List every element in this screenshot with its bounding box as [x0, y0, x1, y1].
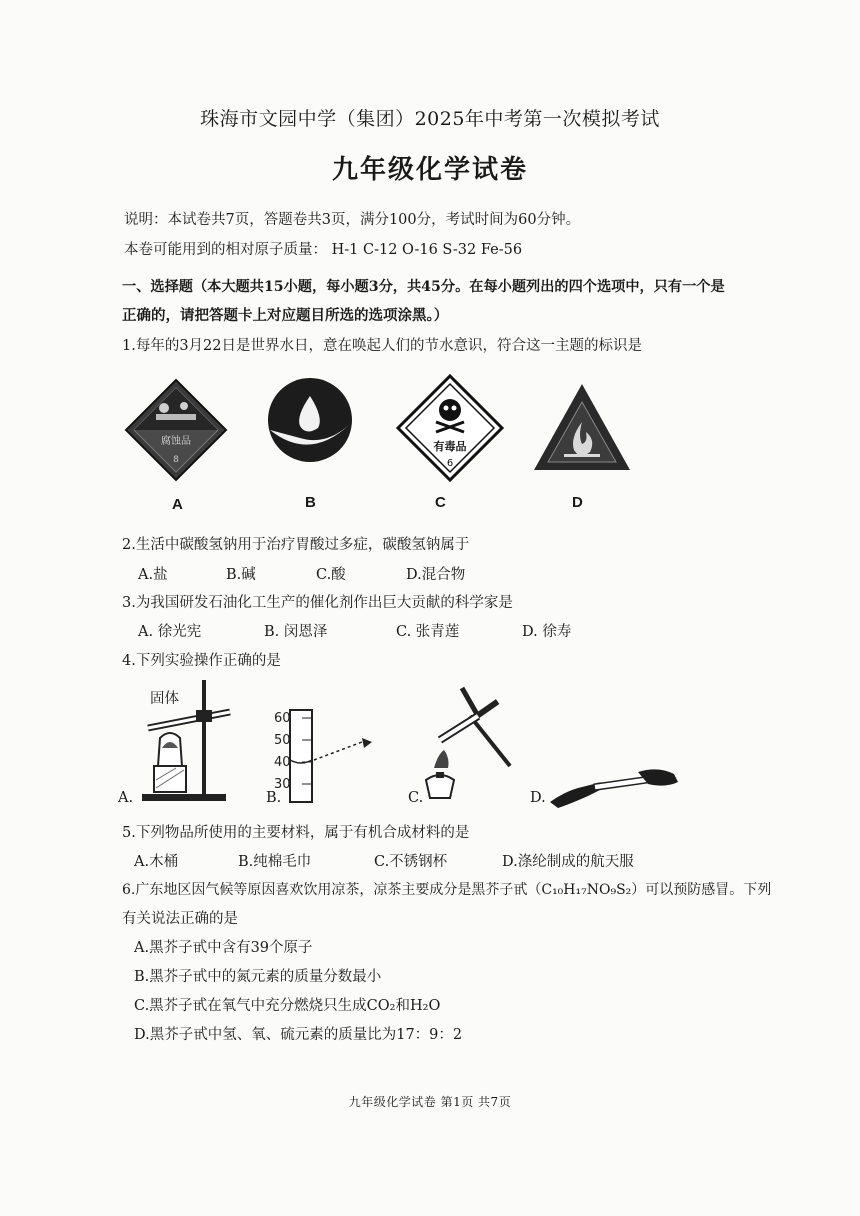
q2-option-d: D.混合物 [406, 567, 466, 583]
flammable-sign-icon [534, 384, 630, 470]
q3-option-d: D. 徐寿 [522, 624, 572, 640]
q4-label-solid: 固体 [150, 691, 179, 707]
instructions-note: 说明：本试卷共7页，答题卷共3页，满分100分，考试时间为60分钟。 [124, 212, 581, 228]
cylinder-tick-60: 60 [274, 711, 291, 726]
q6-option-b: B.黑芥子甙中的氮元素的质量分数最小 [134, 969, 382, 985]
q1-label-a: A [172, 496, 183, 513]
q4-option-d: D. [530, 790, 546, 806]
cylinder-tick-30: 30 [274, 777, 291, 792]
q1-label-b: B [305, 494, 316, 511]
section1-heading-line2: 正确的，请把答题卡上对应题目所选的选项涂黑。） [122, 307, 449, 324]
q5-stem: 5.下列物品所使用的主要材料，属于有机合成材料的是 [122, 825, 470, 841]
section1-heading-line1: 一、选择题（本大题共15小题，每小题3分，共45分。在每小题列出的四个选项中，只有一个是 [122, 279, 725, 295]
sign-c-text: 有毒品 [433, 440, 467, 453]
q3-option-a: A. 徐光宪 [138, 624, 202, 640]
q2-option-b: B.碱 [226, 567, 256, 583]
q4-option-a: A. [118, 790, 134, 806]
q2-stem: 2.生活中碳酸氢钠用于治疗胃酸过多症，碳酸氢钠属于 [122, 537, 470, 553]
water-saving-sign-icon [268, 378, 352, 462]
cylinder-tick-50: 50 [274, 733, 291, 748]
cylinder-tick-40: 40 [274, 755, 291, 770]
q5-options [0, 850, 860, 870]
test-tube-lamp-icon [426, 688, 510, 798]
q5-option-a: A.木桶 [134, 854, 179, 870]
q6-stem-line2: 有关说法正确的是 [122, 911, 238, 927]
q3-options [0, 620, 860, 640]
q4-option-b: B. [266, 790, 282, 806]
q2-options [0, 563, 860, 583]
sign-c-number: 6 [446, 458, 454, 469]
iron-stand-icon [142, 680, 230, 801]
school-title: 珠海市文园中学（集团）2025年中考第一次模拟考试 [200, 108, 660, 130]
sign-a-number: 8 [173, 455, 179, 465]
q6-option-d: D.黑芥子甙中氢、氧、硫元素的质量比为17：9：2 [134, 1027, 463, 1043]
q6-option-c: C.黑芥子甙在氧气中充分燃烧只生成CO₂和H₂O [134, 998, 441, 1014]
toxic-sign-icon [398, 376, 502, 480]
corrosive-sign-icon [126, 380, 226, 480]
hands-test-tube-icon [550, 769, 678, 808]
q6-stem-line1: 6.广东地区因气候等原因喜欢饮用凉茶，凉茶主要成分是黑芥子甙（C₁₀H₁₇NO₉S₂）可以预防感冒。下列 [122, 882, 772, 898]
q3-option-c: C. 张青莲 [396, 624, 460, 640]
q4-option-c: C. [408, 790, 424, 806]
sign-a-text: 腐蚀品 [161, 436, 191, 447]
q3-option-b: B. 闵恩泽 [264, 624, 328, 640]
q1-stem: 1.每年的3月22日是世界水日，意在唤起人们的节水意识，符合这一主题的标识是 [122, 338, 643, 354]
q2-option-a: A.盐 [138, 567, 168, 583]
q1-signs [120, 372, 720, 522]
q1-label-d: D [572, 494, 583, 511]
q5-option-b: B.纯棉毛巾 [238, 854, 312, 870]
page-footer: 九年级化学试卷 第1页 共7页 [348, 1095, 512, 1109]
atomic-mass-line: 本卷可能用到的相对原子质量： H-1 C-12 O-16 S-32 Fe-56 [124, 242, 523, 258]
q5-option-c: C.不锈钢杯 [374, 854, 448, 870]
q2-option-c: C.酸 [316, 567, 346, 583]
q3-stem: 3.为我国研发石油化工生产的催化剂作出巨大贡献的科学家是 [122, 595, 513, 611]
paper-title: 九年级化学试卷 [331, 155, 528, 185]
q5-option-d: D.涤纶制成的航天服 [502, 854, 634, 870]
q4-stem: 4.下列实验操作正确的是 [122, 653, 281, 669]
q6-option-a: A.黑芥子甙中含有39个原子 [134, 940, 313, 956]
graduated-cylinder-icon [274, 710, 372, 802]
q1-label-c: C [435, 494, 446, 511]
